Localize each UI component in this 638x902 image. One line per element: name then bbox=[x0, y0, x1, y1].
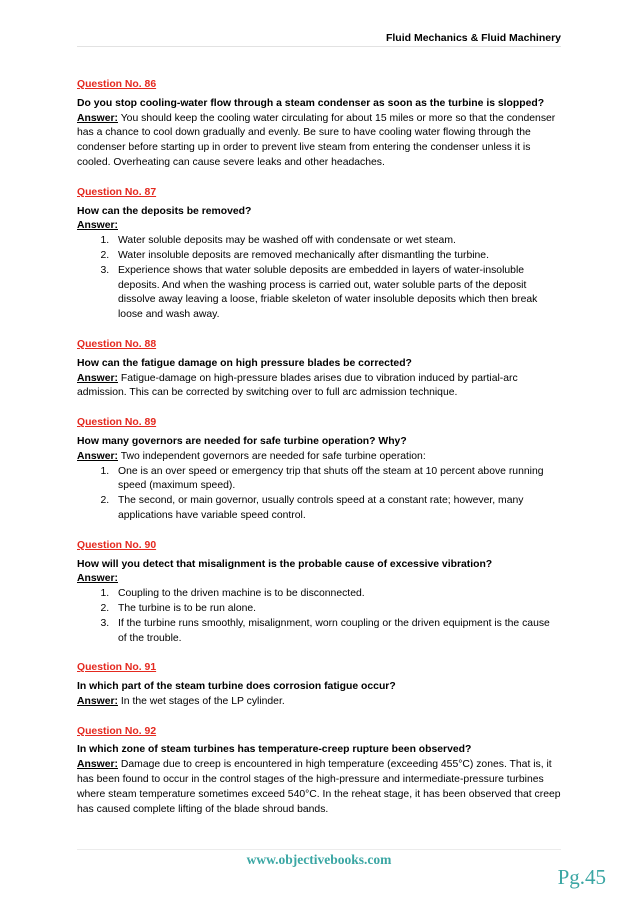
list-item: 3. Experience shows that water soluble deposits are embedded in layers of water-insoluble deposits. And when the washing process is carried out, water soluble parts of the deposit dissolve away leaving a loose, friable skeleton of water insoluble deposits which then break loose and wash away. bbox=[112, 264, 561, 323]
answer bbox=[77, 219, 561, 234]
answer bbox=[77, 572, 561, 587]
question-number: Question No. 92 bbox=[77, 725, 157, 737]
answer-text: Two independent governors are needed for safe turbine operation: bbox=[118, 450, 426, 462]
page-content bbox=[77, 78, 561, 832]
footer-website-link[interactable]: www.objectivebooks.com bbox=[246, 852, 392, 867]
answer-text: Fatigue-damage on high-pressure blades arises due to vibration induced by partial-arc admission. This can be corrected by switching over to full arc admission technique. bbox=[77, 372, 518, 399]
qa-90 bbox=[77, 539, 561, 647]
answer-list bbox=[77, 465, 561, 524]
answer-label: Answer: bbox=[77, 759, 118, 771]
question-number: Question No. 86 bbox=[77, 79, 157, 90]
answer-label: Answer: bbox=[77, 695, 118, 707]
answer-text: Damage due to creep is encountered in high temperature (exceeding 455°C) zones. That is, it has been found to occur in the control stages of the high-pressure and intermediate-pressure turbines where steam temperature sometimes exceed 540°C. In the reheat stage, it has been observed that creep has caused complete lifting of the blade shroud bands. bbox=[77, 759, 561, 815]
answer-list bbox=[77, 587, 561, 646]
question-number: Question No. 89 bbox=[77, 417, 157, 429]
answer-label: Answer: bbox=[77, 372, 118, 384]
header-divider bbox=[77, 46, 561, 47]
qa-89 bbox=[77, 416, 561, 524]
answer bbox=[77, 450, 561, 465]
qa-86 bbox=[77, 78, 561, 171]
question-text: How many governors are needed for safe turbine operation? Why? bbox=[77, 435, 407, 447]
page-number: Pg.45 bbox=[557, 865, 606, 889]
list-item: 1. Coupling to the driven machine is to be disconnected. bbox=[112, 587, 561, 602]
question-number: Question No. 88 bbox=[77, 338, 157, 350]
question-number: Question No. 90 bbox=[77, 539, 157, 551]
qa-87 bbox=[77, 186, 561, 323]
answer bbox=[77, 372, 561, 402]
answer-label: Answer: bbox=[77, 573, 118, 585]
question-text: In which part of the steam turbine does corrosion fatigue occur? bbox=[77, 681, 396, 693]
answer-label: Answer: bbox=[77, 112, 118, 124]
question-text: How can the deposits be removed? bbox=[77, 205, 252, 217]
answer-label: Answer: bbox=[77, 220, 118, 232]
question-number: Question No. 91 bbox=[77, 662, 157, 674]
answer-label: Answer: bbox=[77, 450, 118, 462]
qa-91 bbox=[77, 661, 561, 709]
question-number: Question No. 87 bbox=[77, 186, 157, 198]
answer-text: In the wet stages of the LP cylinder. bbox=[118, 695, 285, 707]
running-header: Fluid Mechanics & Fluid Machinery bbox=[385, 32, 561, 44]
answer bbox=[77, 112, 561, 171]
answer bbox=[77, 695, 561, 710]
list-item: 3. If the turbine runs smoothly, misalignment, worn coupling or the driven equipment is the cause of the trouble. bbox=[112, 617, 561, 647]
answer-text: You should keep the cooling water circulating for about 15 miles or more so that the condenser has a chance to cool down gradually and evenly. Be sure to have cooling water flowing through the condenser before starting up in order to prevent live steam from entering the condenser unless it is cooled. Overheating can cause severe leaks and other headaches. bbox=[77, 112, 556, 168]
list-item: 1. One is an over speed or emergency trip that shuts off the steam at 10 percent above running speed (maximum speed). bbox=[112, 465, 561, 495]
list-item: 1. Water soluble deposits may be washed off with condensate or wet steam. bbox=[112, 234, 561, 249]
list-item: 2. The turbine is to be run alone. bbox=[112, 602, 561, 617]
list-item: 2. The second, or main governor, usually controls speed at a constant rate; however, many applications have variable speed control. bbox=[112, 494, 561, 524]
question-text: In which zone of steam turbines has temperature-creep rupture been observed? bbox=[77, 744, 472, 756]
list-item: 2. Water insoluble deposits are removed mechanically after dismantling the turbine. bbox=[112, 249, 561, 264]
footer-divider bbox=[77, 849, 561, 850]
answer bbox=[77, 758, 561, 817]
question-text: How will you detect that misalignment is the probable cause of excessive vibration? bbox=[77, 558, 493, 570]
question-text: How can the fatigue damage on high pressure blades be corrected? bbox=[77, 357, 412, 369]
qa-88 bbox=[77, 338, 561, 401]
qa-92 bbox=[77, 725, 561, 818]
answer-list bbox=[77, 234, 561, 323]
question-text: Do you stop cooling-water flow through a steam condenser as soon as the turbine is slopped? bbox=[77, 97, 545, 109]
